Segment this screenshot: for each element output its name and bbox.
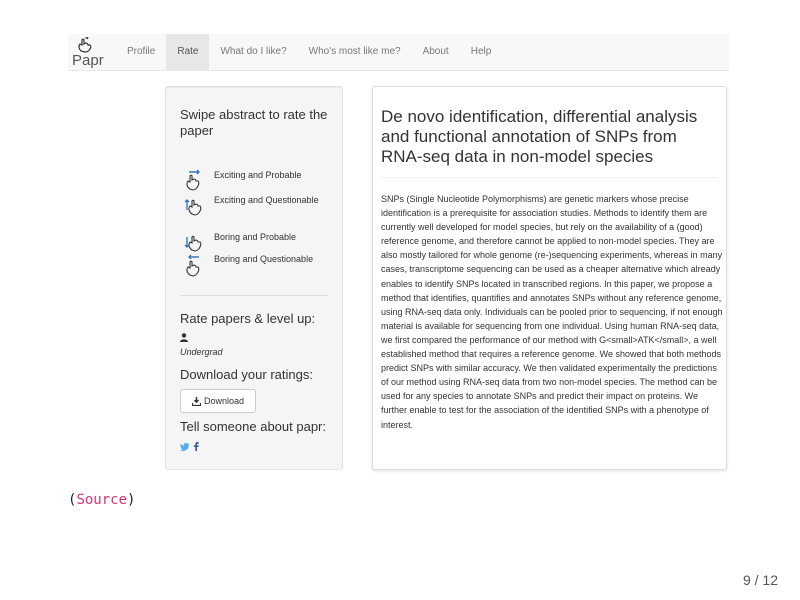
navbar <box>68 34 729 71</box>
paper-abstract: SNPs (Single Nucleotide Polymorphisms) are genetic markers whose precise identification is a prerequisite for association studies. Methods to identify them are currently well developed for model species, but rely on the availability of a (good) reference genome, and therefore cannot be applied to non-model species. They are also mostly tailored for whole genome (re-)sequencing experiments, whereas in many cases, transcriptome sequencing can be used as a cheaper alternative which already enables to identify SNPs located in transcribed regions. In this paper, we propose a method that identifies, quantifies and annotates SNPs without any reference genome, using RNA-seq data only. Individuals can be pooled prior to sequencing, if not enough material is available for sequencing from one individual. Using human RNA-seq data, we first compared the performance of our method with G<small>ATK</small>, a well established method that requires a reference genome. We showed that both methods predict SNPs with similar accuracy. We then validated experimentally the predictions of our method using RNA-seq data from two non-model species. The method can be used for any species to annotate SNPs and predict their impact on proteins. We further enable to test for the association of the identified SNPs with a phenotype of interest. <box>381 194 723 430</box>
twitter-icon[interactable] <box>180 443 189 451</box>
hand-icon <box>76 37 94 53</box>
download-button-label: Download <box>203 396 245 406</box>
swipe-down-hand-icon <box>184 231 204 253</box>
nav-about[interactable]: About <box>422 46 449 57</box>
gesture-exciting-questionable <box>184 194 324 216</box>
paper-title: De novo identification, differential analysis and functional annotation of SNPs from RNA-seq data in non-model species <box>381 107 698 166</box>
source-link[interactable]: Source <box>76 492 128 508</box>
page-number: 9 / 12 <box>742 572 778 588</box>
gesture-boring-questionable <box>184 253 324 277</box>
brand[interactable] <box>68 34 116 70</box>
divider <box>381 177 717 178</box>
paper-card[interactable] <box>372 86 727 470</box>
nav-what-do-i-like[interactable]: What do I like? <box>220 46 287 57</box>
social-links <box>180 442 199 451</box>
swipe-up-hand-icon <box>184 194 204 216</box>
swipe-instructions: Swipe abstract to rate the paper <box>180 107 328 138</box>
gesture-exciting-probable <box>184 169 324 191</box>
source-paren-open: ( <box>68 492 77 508</box>
gesture-label: Exciting and Questionable <box>214 195 319 205</box>
gesture-boring-probable <box>184 231 324 253</box>
user-icon <box>180 333 188 342</box>
download-button[interactable] <box>180 389 256 413</box>
user-level: Undergrad <box>180 347 223 357</box>
rating-sidebar <box>165 86 343 470</box>
divider <box>180 295 328 296</box>
gesture-label: Exciting and Probable <box>214 170 302 180</box>
facebook-icon[interactable] <box>193 442 199 451</box>
swipe-right-hand-icon <box>184 169 204 191</box>
swipe-left-hand-icon <box>184 253 204 277</box>
nav-whos-most-like-me[interactable]: Who's most like me? <box>308 46 401 57</box>
share-heading: Tell someone about papr: <box>180 419 326 434</box>
gesture-label: Boring and Probable <box>214 232 297 242</box>
brand-name: Papr <box>72 52 104 69</box>
gesture-label: Boring and Questionable <box>214 254 314 264</box>
download-heading: Download your ratings: <box>180 367 313 382</box>
nav-profile[interactable]: Profile <box>127 46 156 57</box>
nav-help[interactable]: Help <box>470 46 492 57</box>
rate-heading: Rate papers & level up: <box>180 311 316 326</box>
nav-rate[interactable]: Rate <box>166 34 209 70</box>
download-icon <box>192 397 201 406</box>
source-paren-close: ) <box>127 492 136 508</box>
source-citation <box>68 492 135 508</box>
